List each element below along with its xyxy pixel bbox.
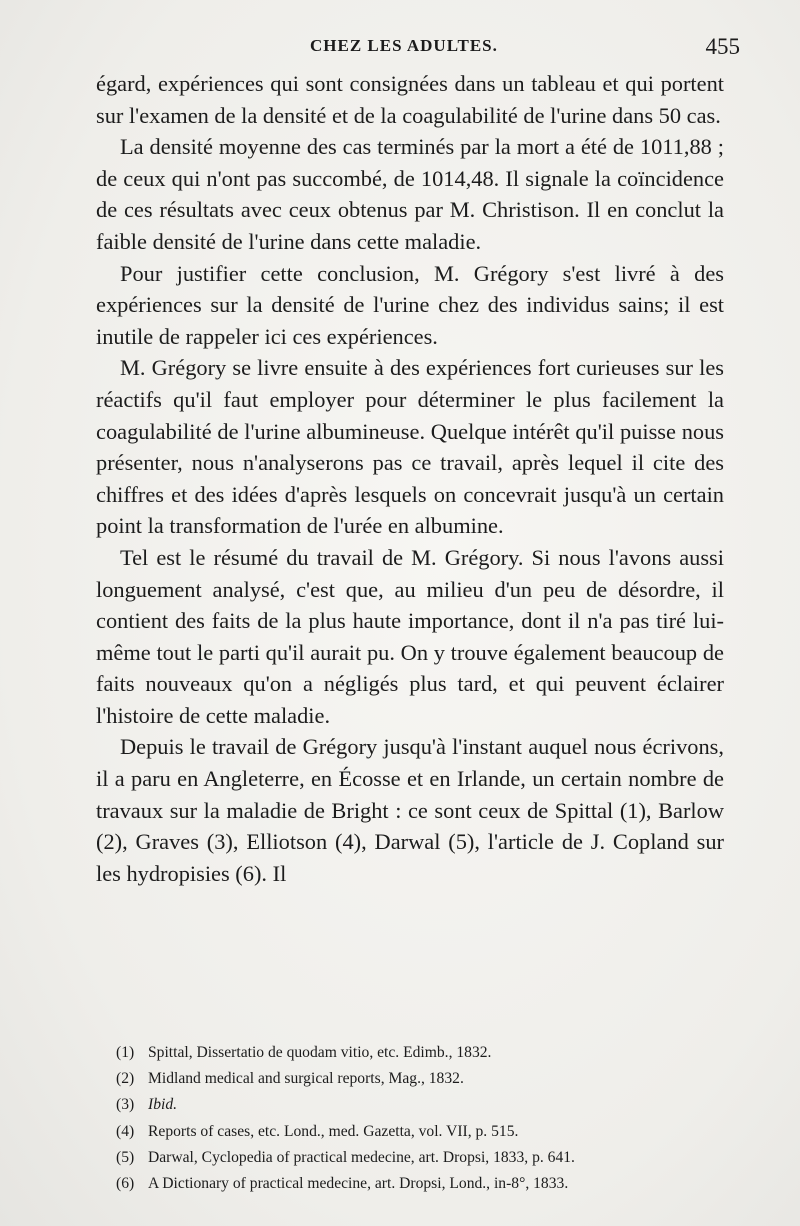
paragraph: égard, expériences qui sont consignées dans un tableau et qui portent sur l'examen de la densité et de la coagulabilité de l'urine dans 50 cas. [96, 71, 724, 128]
footnote-number: (4) [116, 1122, 135, 1140]
footnote-number: (2) [116, 1070, 135, 1088]
body-text [96, 68, 724, 889]
paragraph: Tel est le résumé du travail de M. Grégory. Si nous l'avons aussi longuement analysé, c'est que, au milieu d'un peu de désordre, il contient des faits de la plus haute importance, dont il n'a pas tiré lui-même tout le parti qu'il aurait pu. On y trouve également beaucoup de faits nouveaux qu'on a négligés plus tard, et qui peuvent éclairer l'histoire de cette maladie. [96, 544, 724, 728]
footnote [116, 1119, 726, 1145]
footnote [116, 1040, 726, 1066]
footnote-text: Darwal, Cyclopedia of practical medecine, art. Dropsi, 1833, p. 641. [148, 1148, 575, 1166]
footnote-text: Reports of cases, etc. Lond., med. Gazetta, vol. VII, p. 515. [148, 1122, 519, 1140]
paragraph: La densité moyenne des cas terminés par la mort a été de 1011,88 ; de ceux qui n'ont pas succombé, de 1014,48. Il signale la coïncidence de ces résultats avec ceux obtenus par M. Christison. Il en conclut la faible densité de l'urine dans cette maladie. [96, 134, 724, 254]
paragraph: M. Grégory se livre ensuite à des expériences fort curieuses sur les réactifs qu'il faut employer pour déterminer le plus facilement la coagulabilité de l'urine albumineuse. Quelque intérêt qu'il puisse nous présenter, nous n'analyserons pas ce travail, après lequel il cite des chiffres et des idées d'après lesquels on concevrait jusqu'à un certain point la transformation de l'urée en albumine. [96, 355, 724, 539]
footnote-text: Ibid. [148, 1096, 178, 1114]
paragraph: Pour justifier cette conclusion, M. Grégory s'est livré à des expériences sur la densité de l'urine chez des individus sains; il est inutile de rappeler ici ces expériences. [96, 260, 724, 349]
footnote-number: (6) [116, 1175, 135, 1193]
footnote-number: (5) [116, 1148, 135, 1166]
footnote [116, 1092, 726, 1118]
footnote-number: (3) [116, 1096, 135, 1114]
footnote [116, 1145, 726, 1171]
page-number: 455 [705, 34, 740, 59]
footnotes [116, 1040, 726, 1197]
running-head: CHEZ LES ADULTES. [310, 36, 498, 55]
footnote [116, 1066, 726, 1092]
page-header [96, 34, 740, 64]
footnote-number: (1) [116, 1044, 135, 1061]
footnote-text: Midland medical and surgical reports, Mag., 1832. [148, 1070, 464, 1088]
footnote-text: Spittal, Dissertatio de quodam vitio, etc. Edimb., 1832. [148, 1044, 492, 1061]
footnote [116, 1171, 726, 1197]
paragraph: Depuis le travail de Grégory jusqu'à l'instant auquel nous écrivons, il a paru en Angleterre, en Écosse et en Irlande, un certain nombre de travaux sur la maladie de Bright : ce sont ceux de Spittal (1), Barlow (2), Graves (3), Elliotson (4), Darwal (5), l'article de J. Copland sur les hydropisies (6). Il [96, 734, 724, 886]
footnote-text: A Dictionary of practical medecine, art. Dropsi, Lond., in-8°, 1833. [148, 1175, 569, 1193]
